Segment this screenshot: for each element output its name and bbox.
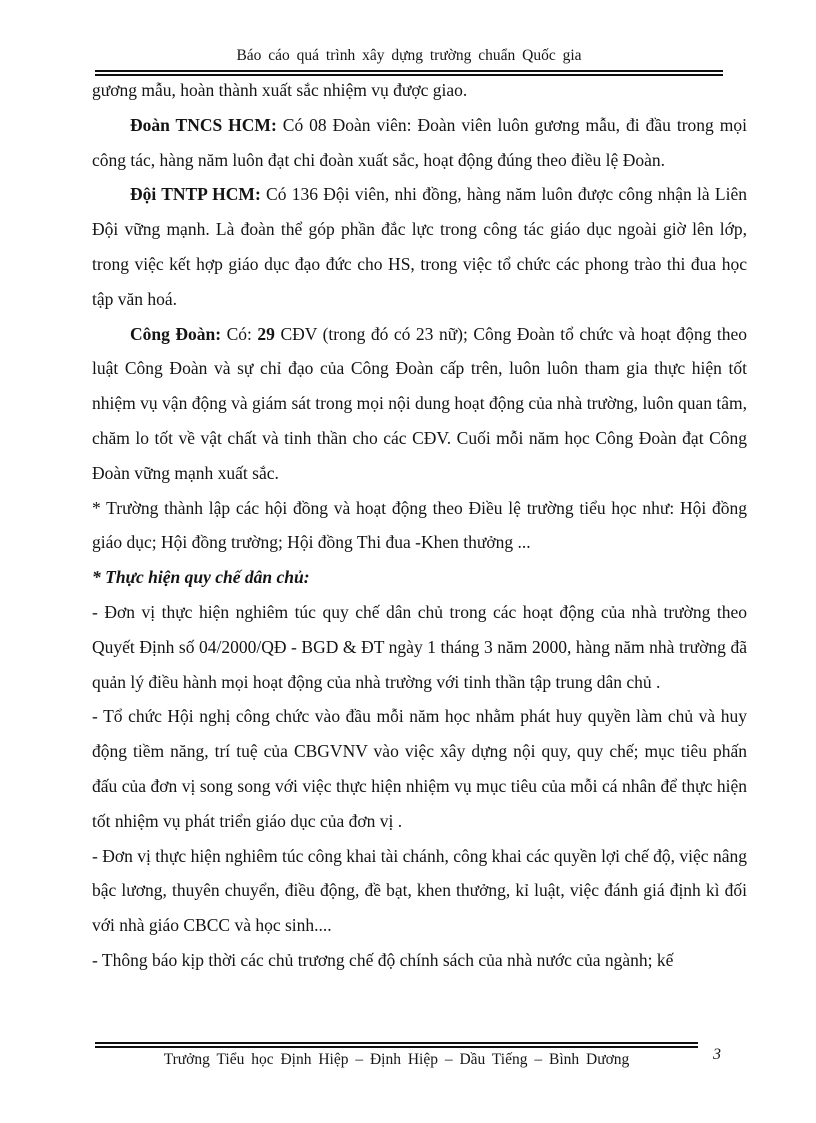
header-title: Báo cáo quá trình xây dựng trường chuẩn Quốc gia bbox=[236, 47, 582, 64]
paragraph bbox=[92, 699, 747, 838]
paragraph bbox=[92, 73, 747, 108]
text-segment: * Thực hiện quy chế dân chủ: bbox=[92, 567, 310, 588]
page-number: 3 bbox=[713, 1046, 721, 1063]
footer-double-rule bbox=[95, 1042, 698, 1048]
paragraph bbox=[92, 943, 747, 978]
paragraph bbox=[92, 560, 747, 595]
footer-school-line: Trưởng Tiểu học Định Hiệp – Định Hiệp – Dầu Tiếng – Bình Dương bbox=[163, 1051, 630, 1068]
text-segment: gương mẫu, hoàn thành xuất sắc nhiệm vụ được giao. bbox=[92, 80, 468, 100]
text-segment: - Thông báo kịp thời các chủ trương chế độ chính sách của nhà nước của ngành; kế bbox=[92, 949, 674, 970]
text-segment: - Đơn vị thực hiện nghiêm túc quy chế dân chủ trong các hoạt động của nhà trường theo Quyết Định số 04/2000/QĐ - BGD & ĐT ngày 1 tháng 3 năm 2000, hàng năm nhà trường đã quản lý điều hành mọi hoạt động của nhà trường với tinh thần tập trung dân chủ . bbox=[92, 601, 747, 692]
text-segment: Có 136 Đội viên, nhi đồng, hàng năm luôn được công nhận là Liên Đội vững mạnh. Là đoàn thể góp phần đắc lực trong công tác giáo dục ngoài giờ lên lớp, trong việc kết hợp giáo dục đạo đức cho HS, trong việc tổ chức các phong trào thi đua học tập văn hoá. bbox=[92, 184, 747, 309]
text-segment: Đoàn TNCS HCM: bbox=[130, 114, 277, 135]
document-body bbox=[92, 73, 747, 978]
page-header bbox=[95, 46, 723, 76]
paragraph bbox=[92, 839, 747, 943]
paragraph bbox=[92, 595, 747, 699]
text-segment: Có 08 Đoàn viên: Đoàn viên luôn gương mẫu, đi đầu trong mọi công tác, hàng năm luôn đạt chi đoàn xuất sắc, hoạt động đúng theo điều lệ Đoàn. bbox=[92, 114, 747, 170]
text-segment: Công Đoàn: bbox=[130, 323, 222, 344]
paragraph bbox=[92, 177, 747, 316]
text-segment: Có: bbox=[221, 323, 258, 344]
paragraph bbox=[92, 491, 747, 561]
paragraph bbox=[92, 108, 747, 178]
text-segment: 29 bbox=[257, 323, 275, 344]
text-segment: Đội TNTP HCM: bbox=[130, 184, 261, 205]
text-segment: - Tổ chức Hội nghị công chức vào đầu mỗi năm học nhằm phát huy quyền làm chủ và huy động tiềm năng, trí tuệ của CBGVNV vào việc xây dựng nội quy, quy chế; mục tiêu phấn đấu của đơn vị song song với việc thực hiện nhiệm vụ mục tiêu của mỗi cá nhân để thực hiện tốt nhiệm vụ phát triển giáo dục của đơn vị . bbox=[92, 706, 747, 831]
text-segment: - Đơn vị thực hiện nghiêm túc công khai tài chánh, công khai các quyền lợi chế độ, việc nâng bậc lương, thuyên chuyển, điều động, đề bạt, khen thưởng, kỉ luật, việc đánh giá định kì đối với nhà giáo CBCC và học sinh.... bbox=[92, 845, 747, 936]
text-segment: * Trường thành lập các hội đồng và hoạt động theo Điều lệ trường tiểu học như: Hội đồng giáo dục; Hội đồng trường; Hội đồng Thi đua -Khen thưởng ... bbox=[92, 497, 747, 553]
paragraph bbox=[92, 317, 747, 491]
text-segment: CĐV (trong đó có 23 nữ); Công Đoàn tổ chức và hoạt động theo luật Công Đoàn và sự chỉ đạo của Công Đoàn cấp trên, luôn luôn tham gia thực hiện tốt nhiệm vụ vận động và giám sát trong mọi nội dung hoạt động của nhà trường, luôn quan tâm, chăm lo tốt về vật chất và tinh thần cho các CĐV. Cuối mỗi năm học Công Đoàn đạt Công Đoàn vững mạnh xuất sắc. bbox=[92, 323, 747, 483]
page-footer bbox=[95, 1042, 723, 1070]
